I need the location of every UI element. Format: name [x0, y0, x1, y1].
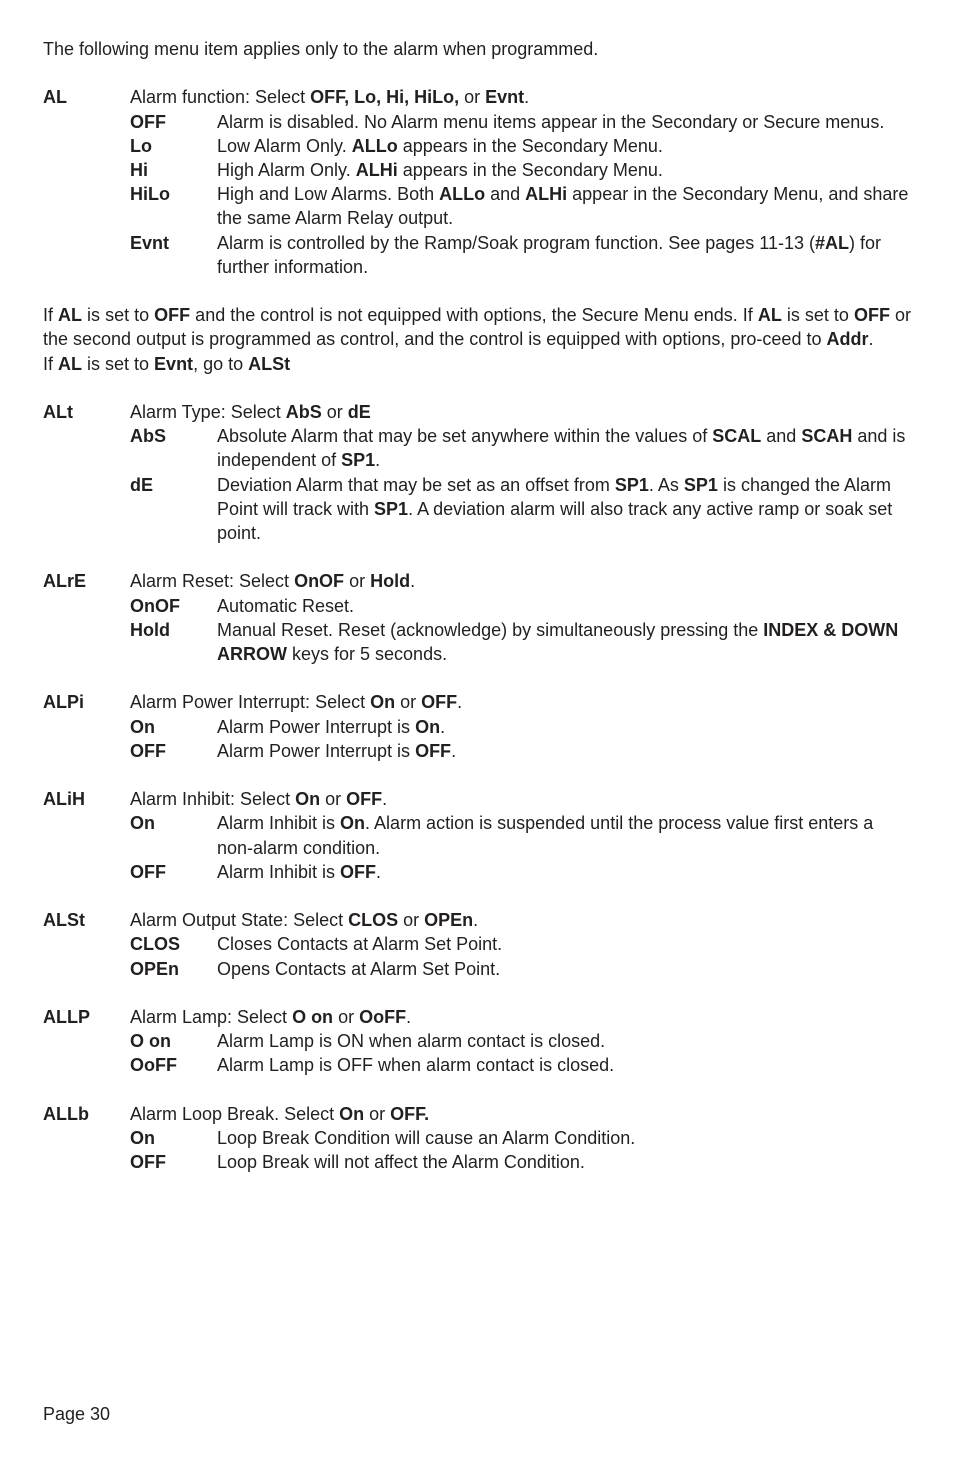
bold-term: SCAL: [712, 426, 762, 447]
option-code: OnOF: [130, 595, 180, 616]
menu-item-description: Alarm Power Interrupt: Select On or OFF.: [130, 692, 463, 713]
menu-item-allp: [43, 1005, 911, 1029]
option-row: [130, 1150, 911, 1174]
option-row: [130, 932, 911, 956]
option-row: [130, 957, 911, 981]
option-description: Closes Contacts at Alarm Set Point.: [217, 934, 503, 955]
menu-item-description: Alarm Inhibit: Select On or OFF.: [130, 789, 388, 810]
bold-term: AL: [757, 305, 782, 326]
menu-item-list: [43, 61, 911, 1174]
bold-term: Evnt: [485, 87, 525, 108]
option-code: Evnt: [130, 232, 170, 253]
option-row: [130, 424, 911, 472]
option-code: On: [130, 1128, 155, 1148]
option-description: High and Low Alarms. Both ALLo and ALHi appear in the Secondary Menu, and share the same Alarm Relay output.: [217, 184, 909, 229]
option-description: Alarm Lamp is ON when alarm contact is closed.: [217, 1031, 606, 1052]
spacer: [43, 884, 911, 908]
bold-term: OFF: [415, 740, 452, 761]
bold-term: OnOF: [294, 571, 345, 592]
paragraph: If AL is set to Evnt, go to ALSt: [43, 353, 291, 374]
option-row: [130, 739, 911, 763]
option-code: CLOS: [130, 934, 181, 955]
menu-item-code: AL: [43, 87, 67, 108]
menu-item-description: Alarm Type: Select AbS or dE: [130, 402, 371, 422]
bold-term: ALLo: [439, 184, 486, 205]
intro-text: The following menu item applies only to the alarm when programmed.: [43, 39, 599, 59]
page-number: Page 30: [43, 1404, 111, 1424]
spacer: [43, 279, 911, 303]
spacer: [43, 1078, 911, 1102]
bold-term: O on: [292, 1007, 334, 1027]
option-row: [130, 473, 911, 546]
option-row: [130, 134, 911, 158]
option-code: OFF: [130, 861, 166, 882]
option-code: Hi: [130, 160, 148, 180]
bold-term: OFF: [154, 305, 191, 326]
bold-term: On: [339, 1103, 365, 1124]
option-description: Loop Break Condition will cause an Alarm Condition.: [217, 1128, 636, 1148]
bold-term: AbS: [285, 402, 322, 422]
menu-item-code: ALrE: [43, 571, 87, 592]
menu-item-al: [43, 85, 911, 109]
bold-term: On: [415, 716, 441, 737]
option-code: OPEn: [130, 958, 180, 979]
menu-item-description: Alarm function: Select OFF, Lo, Hi, HiLo, or Evnt.: [130, 87, 530, 108]
spacer: [43, 763, 911, 787]
option-row: [130, 182, 911, 230]
menu-item-description: Alarm Reset: Select OnOF or Hold.: [130, 571, 416, 592]
menu-item-alih: [43, 787, 911, 811]
bold-term: On: [295, 789, 321, 810]
bold-term: OFF.: [390, 1103, 430, 1124]
document-page: [43, 37, 911, 1174]
bold-term: ALHi: [355, 160, 398, 180]
option-description: High Alarm Only. ALHi appears in the Secondary Menu.: [217, 160, 663, 180]
spacer: [43, 376, 911, 400]
bold-term: INDEX & DOWN ARROW: [217, 619, 899, 665]
option-code: OFF: [130, 1152, 166, 1173]
bold-term: AL: [58, 353, 83, 374]
menu-item-code: ALSt: [43, 910, 85, 931]
option-description: Opens Contacts at Alarm Set Point.: [217, 958, 501, 979]
option-description: Loop Break will not affect the Alarm Condition.: [217, 1152, 585, 1173]
menu-item-alst: [43, 908, 911, 932]
paragraph: If AL is set to OFF and the control is not equipped with options, the Secure Menu ends. If AL is set to OFF or the second output is programmed as control, and the control is equipped with options, pro-ceed to Addr.: [43, 305, 911, 350]
bold-term: SP1: [374, 498, 409, 519]
bold-term: OFF: [340, 861, 377, 882]
option-code: HiLo: [130, 184, 170, 205]
bold-term: CLOS: [348, 910, 399, 931]
option-code: OoFF: [130, 1055, 177, 1076]
menu-item-description: Alarm Loop Break. Select On or OFF.: [130, 1103, 430, 1124]
bold-term: ALLo: [351, 135, 398, 156]
menu-item-code: ALLP: [43, 1007, 90, 1027]
bold-term: Evnt: [154, 353, 194, 374]
bold-term: OFF: [346, 789, 383, 810]
bold-term: On: [370, 692, 396, 713]
menu-item-code: ALiH: [43, 789, 85, 810]
option-row: [130, 231, 911, 279]
bold-term: SCAH: [801, 426, 853, 447]
option-description: Alarm Inhibit is On. Alarm action is suspended until the process value first enters a non-alarm condition.: [217, 813, 874, 858]
bold-term: SP1: [683, 474, 718, 495]
option-description: Low Alarm Only. ALLo appears in the Secondary Menu.: [217, 135, 663, 156]
option-description: Deviation Alarm that may be set as an offset from SP1. As SP1 is changed the Alarm Point will track with SP1. A deviation alarm will also track any active ramp or soak set point.: [217, 474, 893, 544]
bold-term: Hold: [370, 571, 411, 592]
option-row: [130, 1029, 911, 1053]
menu-item-code: ALLb: [43, 1103, 89, 1124]
option-description: Alarm is controlled by the Ramp/Soak program function. See pages 11-13 (#AL) for further information.: [217, 232, 882, 277]
bold-term: On: [340, 813, 366, 834]
bold-term: OFF: [421, 692, 458, 713]
option-description: Manual Reset. Reset (acknowledge) by simultaneously pressing the INDEX & DOWN ARROW keys for 5 seconds.: [217, 619, 899, 665]
bold-term: OFF: [853, 305, 890, 326]
option-code: AbS: [130, 426, 166, 447]
option-description: Alarm Lamp is OFF when alarm contact is closed.: [217, 1055, 615, 1076]
option-code: O on: [130, 1031, 171, 1052]
bold-term: AL: [58, 305, 83, 326]
bold-term: #AL: [814, 232, 849, 253]
option-row: [130, 158, 911, 182]
option-description: Alarm Inhibit is OFF.: [217, 861, 382, 882]
option-row: [130, 715, 911, 739]
menu-item-alpi: [43, 690, 911, 714]
menu-item-alt: [43, 400, 911, 424]
option-code: On: [130, 716, 155, 737]
option-description: Alarm Power Interrupt is OFF.: [217, 740, 457, 761]
bold-term: OFF, Lo, Hi, HiLo,: [310, 87, 460, 108]
menu-item-description: Alarm Output State: Select CLOS or OPEn.: [130, 910, 479, 931]
spacer: [43, 666, 911, 690]
option-row: [130, 860, 911, 884]
option-description: Absolute Alarm that may be set anywhere within the values of SCAL and SCAH and is independent of SP1.: [217, 426, 906, 471]
option-row: [130, 618, 911, 666]
bold-term: SP1: [614, 474, 649, 495]
option-code: OFF: [130, 111, 166, 132]
spacer: [43, 61, 911, 85]
bold-term: OoFF: [359, 1007, 407, 1027]
bold-term: OPEn: [424, 910, 474, 931]
option-row: [130, 110, 911, 134]
option-row: [130, 1053, 911, 1077]
spacer: [43, 545, 911, 569]
option-row: [130, 1126, 911, 1150]
option-code: OFF: [130, 740, 166, 761]
option-code: dE: [130, 474, 154, 495]
menu-item-allb: [43, 1102, 911, 1126]
option-row: [130, 594, 911, 618]
option-description: Alarm is disabled. No Alarm menu items appear in the Secondary or Secure menus.: [217, 111, 885, 132]
option-description: Automatic Reset.: [217, 595, 355, 616]
bold-term: ALHi: [525, 184, 568, 205]
option-code: On: [130, 813, 155, 834]
spacer: [43, 981, 911, 1005]
menu-item-alre: [43, 569, 911, 593]
menu-item-description: Alarm Lamp: Select O on or OoFF.: [130, 1007, 412, 1027]
bold-term: dE: [347, 402, 371, 422]
bold-term: ALSt: [248, 353, 291, 374]
menu-item-code: ALt: [43, 402, 73, 422]
option-description: Alarm Power Interrupt is On.: [217, 716, 446, 737]
bold-term: Addr: [826, 329, 869, 350]
option-row: [130, 811, 911, 859]
option-code: Hold: [130, 619, 170, 640]
menu-item-code: ALPi: [43, 692, 85, 713]
bold-term: SP1: [341, 450, 376, 471]
option-code: Lo: [130, 135, 152, 156]
